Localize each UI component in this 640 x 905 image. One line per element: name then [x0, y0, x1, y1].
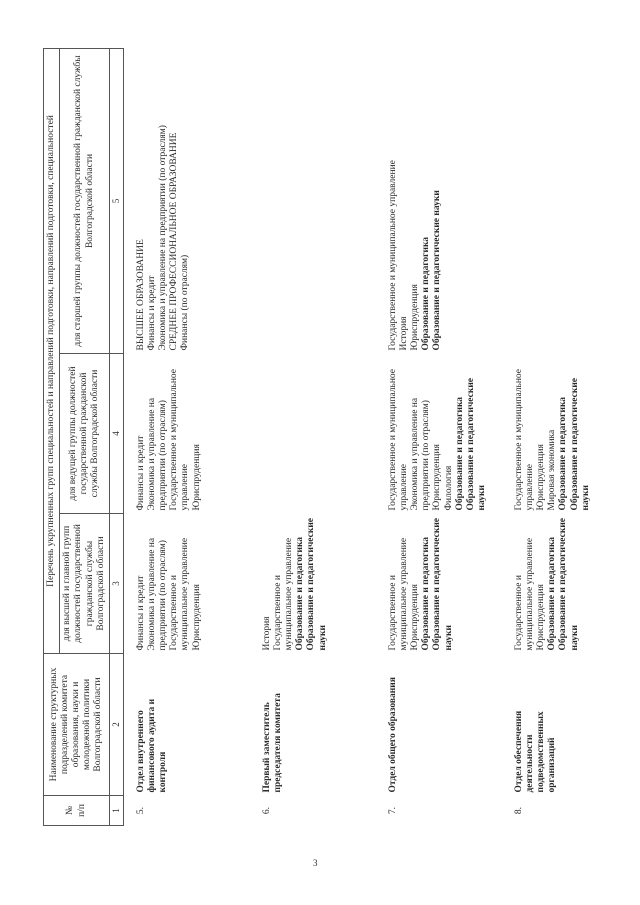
specialties-col3 — [250, 514, 376, 654]
row-number: 8. — [513, 806, 524, 815]
specialty-item: Государственное и муниципальное управление — [387, 537, 409, 651]
specialty-item: Государственное и муниципальное управление — [272, 537, 295, 651]
column-number: 5 — [110, 48, 124, 353]
specialty-item: Государственное и муниципальное управление — [387, 368, 409, 511]
specialties-col3 — [123, 514, 250, 654]
table-body — [123, 48, 628, 825]
specialty-item: Экономика и управление на предприятии (по отраслям) — [146, 397, 169, 511]
column-number: 2 — [110, 654, 124, 796]
specialty-item: Образование и педагогические науки — [432, 190, 443, 351]
unit-name: Отдел обеспечения деятельности подведомственных организаций — [513, 710, 558, 793]
specialty-item: Образование и педагогика — [295, 536, 306, 651]
header-number: № п/п — [44, 796, 110, 826]
column-number: 1 — [110, 796, 124, 826]
specialty-item: Государственное и муниципальное управление — [513, 368, 535, 511]
specialty-item: Образование и педагогика — [421, 536, 432, 651]
specialty-item: Юриспруденция — [410, 584, 421, 651]
header-col4: для ведущей группы должностей государственной гражданской службы Волгоградской области — [60, 354, 110, 514]
specialty-item: Экономика и управление на предприятии (по отраслям) — [158, 125, 169, 351]
row-number: 5. — [135, 806, 146, 815]
specialty-item: Финансы (по отраслям) — [180, 254, 191, 351]
column-number: 3 — [110, 514, 124, 654]
specialties-col3 — [502, 514, 628, 654]
header-row-top — [44, 48, 60, 825]
specialty-item: Юриспруденция — [536, 444, 547, 511]
header-col3: для высшей и главной групп должностей государственной гражданской службы Волгоградской области — [60, 514, 110, 654]
page-number: 3 — [313, 858, 318, 868]
specialties-table — [43, 48, 628, 826]
row-number: 6. — [261, 806, 272, 815]
specialty-item: Государственное и муниципальное управление — [169, 537, 191, 651]
specialty-item: Образование и педагогика — [558, 396, 569, 511]
specialty-item: Финансы и кредит — [146, 275, 157, 351]
specialty-item: Юриспруденция — [410, 284, 421, 351]
table-row — [250, 48, 376, 825]
specialties-col4 — [502, 354, 628, 514]
specialty-item: История — [398, 316, 409, 351]
specialty-item: Экономика и управление на предприятии (по отраслям) — [410, 397, 432, 511]
unit-name: Первый заместитель председателя комитета — [261, 693, 283, 793]
row-number: 7. — [387, 806, 398, 815]
header-unit-name: Наименование структурных подразделений комитета образования, науки и молодежной политики Волгоградской области — [44, 654, 110, 796]
specialties-col5 — [123, 48, 250, 353]
specialty-item: Образование и педагогические науки — [432, 517, 454, 651]
specialty-item: Образование и педагогические науки — [558, 517, 580, 651]
specialty-item: Государственное и муниципальное управление — [387, 160, 398, 351]
specialty-item: Филология — [443, 465, 454, 511]
table-row — [502, 48, 628, 825]
specialty-item: Мировая экономика — [547, 429, 558, 511]
specialty-item: Юриспруденция — [191, 584, 202, 651]
specialty-item: СРЕДНЕЕ ПРОФЕССИОНАЛЬНОЕ ОБРАЗОВАНИЕ — [169, 132, 180, 351]
specialties-col4 — [376, 354, 502, 514]
column-number: 4 — [110, 354, 124, 514]
specialty-item: Государственное и муниципальное управление — [513, 537, 535, 651]
rotated-table-sheet — [43, 49, 598, 826]
specialties-col3 — [376, 514, 502, 654]
specialties-col5 — [250, 48, 376, 353]
unit-name: Отдел общего образования — [387, 677, 398, 793]
specialty-item: Юриспруденция — [191, 444, 202, 511]
specialties-col5 — [376, 48, 502, 353]
specialty-item: Экономика и управление на предприятии (по отраслям) — [146, 537, 169, 651]
specialties-col5 — [502, 48, 628, 353]
specialty-item: Финансы и кредит — [135, 575, 146, 651]
specialty-item: Образование и педагогика — [454, 396, 465, 511]
header-group-title: Перечень укрупненных групп специальностей и направлений подготовки, направлений подготовки, специальностей — [44, 48, 60, 653]
specialty-item: Образование и педагогические науки — [306, 517, 328, 651]
specialty-item: Государственное и муниципальное управление — [169, 368, 191, 511]
specialties-col4 — [250, 354, 376, 514]
specialty-item: Финансы и кредит — [135, 435, 146, 511]
specialty-item: Юриспруденция — [536, 584, 547, 651]
specialty-item: ВЫСШЕЕ ОБРАЗОВАНИЕ — [135, 239, 146, 351]
specialty-item: Образование и педагогические науки — [569, 377, 591, 511]
table-row — [376, 48, 502, 825]
column-number-row — [110, 48, 124, 825]
specialty-item: Образование и педагогика — [547, 536, 558, 651]
specialty-item: История — [261, 616, 272, 651]
specialty-item: Юриспруденция — [432, 444, 443, 511]
specialty-item: Образование и педагогика — [421, 236, 432, 351]
unit-name: Отдел внутреннего финансового аудита и контроля — [135, 698, 169, 793]
table-row — [123, 48, 250, 825]
specialties-col4 — [123, 354, 250, 514]
specialty-item: Образование и педагогические науки — [466, 377, 488, 511]
header-col5: для старшей группы должностей государственной гражданской службы Волгоградской области — [60, 48, 110, 353]
